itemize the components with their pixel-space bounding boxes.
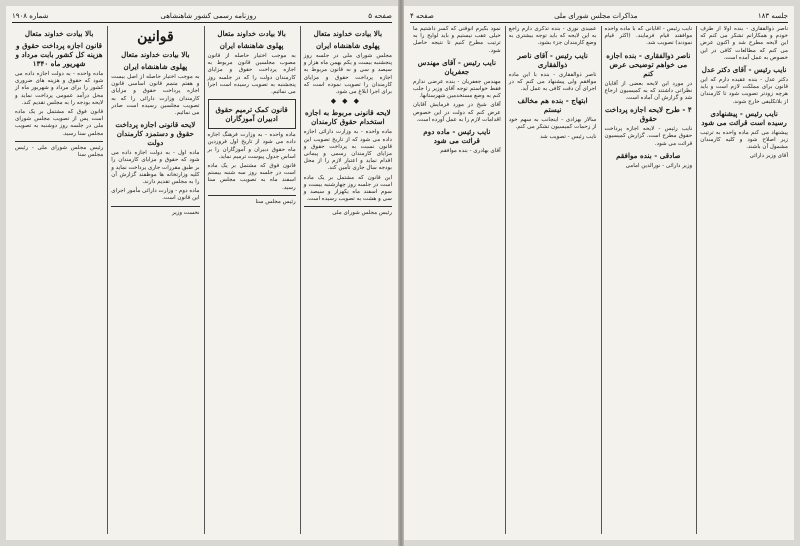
paragraph: به موجب اختیار حاصله از اصل بیست و هفتم متمم قانون اساسی قانون اجازه پرداخت حقوق و مزایای کارمندان وزارت دارائی را که به تصویب مجلسین رسیده است صادر می نمائیم. (111, 74, 200, 117)
signature-line: نایب رئیس - تصویب شد (540, 133, 597, 140)
left-masthead: روزنامه رسمی کشور شاهنشاهی (160, 12, 257, 20)
right-issue-number: جلسه ۱۸۳ (757, 12, 788, 20)
paragraph: نایب رئیس - آقایانی که با ماده واحده موافقند قیام فرمایند. (اکثر قیام نمودند) تصویب شد. (604, 26, 693, 47)
right-masthead: مذاکرات مجلس شورای ملی (554, 12, 638, 20)
paragraph: ماده واحده - به وزارت فرهنگ اجازه داده می شود از تاریخ اول فروردین ماه حقوق دبیران و آموزگاران را بر اساس جدول پیوست ترمیم نماید. (207, 132, 296, 160)
left-page (6, 6, 398, 540)
column-heading: ۴ - طرح لایحه اجازه پرداخت حقوق (604, 105, 692, 124)
left-page-header (12, 10, 392, 23)
boxed-notice (208, 99, 296, 129)
paragraph: ناصر ذوالفقاری - بنده با این ماده موافقم ولی پیشنهاد می کنم که در اجرای آن دقت کافی به عمل آید. (508, 71, 597, 93)
column-heading: بالا بیادت خداوند متعال (24, 29, 94, 38)
signature-line: رئیس مجلس شورای ملی - رئیس مجلس سنا (15, 144, 104, 159)
signature-line: وزیر دارائی - نورالدین امامی (625, 162, 693, 169)
paragraph: ماده اول - به دولت اجازه داده می شود که حقوق و مزایای کارمندان را بر طبق مقررات جاری پرداخت نماید و کلیه وزارتخانه ها موظفند گزارش آن را به مجلس تقدیم دارند. (111, 150, 200, 186)
paragraph: قانون فوق که مشتمل بر یک ماده است در جلسه روز سه شنبه بیستم اسفند ماه به تصویب مجلس سنا رسید. (207, 163, 296, 191)
divider (111, 206, 199, 207)
paragraph: ناصر ذوالفقاری - بنده اولاً از طرف خودم و همکارانم تشکر می کنم که این لایحه مطرح شد و اکنون عرض می کنم که مطالعات کافی در این خصوص به عمل آمده است. (700, 26, 788, 61)
column-heading: پهلوی شاهنشاه ایران (219, 41, 284, 50)
speaker-line: نایب رئیس - پیشنهادی رسیده است قرائت می شود (701, 108, 787, 127)
paragraph: دکتر عدل - بنده عقیده دارم که این قانون برای مملکت لازم است و باید هرچه زودتر تصویب شود تا کارمندان از بلاتکلیفی خارج شوند. (700, 77, 788, 105)
right-page (404, 6, 794, 540)
column-heading: بالا بیادت خداوند متعال (313, 29, 383, 38)
right-page-header (410, 10, 788, 23)
column-heading: قانون کمک ترمیم حقوق ادبیران آموزگاران (215, 105, 288, 124)
ornament-dots: ◆◆◆ (330, 97, 365, 106)
right-column-3 (505, 26, 597, 534)
signature-line: آقای وزیر دارائی (749, 153, 788, 160)
column-heading: بالا بیادت خداوند متعال (217, 29, 286, 38)
left-column-1 (300, 26, 392, 534)
paragraph: ماده واحده - به دولت اجازه داده می شود که حقوق و هزینه های ضروری کشور را برای مرداد و شهریور ماه از محل درآمد عمومی پرداخت نماید و لایحه بودجه را به مجلس تقدیم کند. (15, 71, 104, 106)
right-column-4 (410, 26, 501, 534)
left-page-label: صفحه ۵ (368, 12, 392, 20)
divider (304, 206, 392, 207)
left-column-4 (12, 26, 103, 534)
signature-line: رئیس مجلس سنا (255, 198, 296, 205)
column-heading: لایحه قانونی مربوط به اجازه استخدام حقوق کارمندان (304, 108, 391, 127)
column-heading: پهلوی شاهنشاه ایران (123, 62, 188, 71)
speaker-line: نایب رئیس - آقای دکتر عدل (701, 65, 787, 75)
right-column-2 (601, 26, 693, 534)
column-heading: لایحه قانونی اجازه پرداخت حقوق و دستمزد کارمندان دولت (115, 120, 196, 148)
paragraph: مهندس جعفریان - بنده عرضی ندارم فقط خواستم توجه آقای وزیر را جلب کنم به وضع مستخدمین شهرستانها. (413, 78, 501, 100)
signature-line: نخست وزیر (172, 209, 200, 216)
paragraph: عمیدی نوری - بنده تذکری دارم راجع به این لایحه که باید توجه بیشتری به وضع کارمندان جزء بشود. (508, 26, 597, 47)
paragraph: ماده دوم - وزارت دارائی مأمور اجرای این قانون است. (111, 188, 200, 202)
divider (15, 141, 103, 142)
left-page-columns (12, 26, 392, 534)
signature-line: رئیس مجلس شورای ملی (332, 210, 392, 217)
left-column-2 (204, 26, 296, 534)
paragraph: سالار بهزادی - اینجانب به سهم خود از زحمات کمیسیون تشکر می کنم. (508, 117, 597, 131)
left-column-3 (107, 26, 199, 534)
speaker-line: ابتهاج - بنده هم مخالف نیستم (517, 96, 588, 115)
paragraph: در مورد این لایحه بعضی از آقایان نظراتی داشتند که به کمیسیون ارجاع شد و گزارش آن آماده است. (604, 80, 693, 102)
speaker-line: نایب رئیس - ماده دوم قرائت می شود (423, 127, 491, 146)
paragraph: نایب رئیس - لایحه اجازه پرداخت حقوق مطرح است. گزارش کمیسیون قرائت می شود. (604, 126, 693, 147)
paragraph: ماده واحده - به وزارت دارائی اجازه داده می شود که از تاریخ تصویب این قانون نسبت به پرداخت حقوق و مزایای کارمندان رسمی و پیمانی اقدام نماید و اعتبار لازم را از محل بودجه سال جاری تأمین کند. (303, 129, 392, 172)
paragraph: این قانون که مشتمل بر یک ماده است در جلسه روز چهارشنبه بیست و سوم اسفند ماه یکهزار و سیصد و سی و هشت به تصویب رسیده است. (303, 174, 392, 203)
paragraph: قانون فوق که مشتمل بر یک ماده است پس از تصویب مجلس شورای ملی در جلسه روز دوشنبه به تصویب مجلس سنا رسید. (15, 109, 104, 137)
speaker-line: نایب رئیس - آقای مهندس جعفریان (417, 57, 496, 76)
paragraph: نمود بگیرم آنوقتی که کسر داشتیم ما خیلی عقب نیستیم و باید لوایح را به ترتیب مطرح کنیم تا نتیجه حاصل شود. (413, 26, 501, 54)
paragraph: آقای شیخ در مورد فرمایش آقایان عرض کنم که دولت در این خصوص اقدامات لازم را به عمل آورده است. (413, 102, 501, 123)
right-page-label: صفحه ۴ (410, 12, 434, 20)
section-title: قوانین (137, 29, 174, 45)
paragraph: به موجب اختیار حاصله از قانون مصوب مجلسین قانون مربوط به اجازه پرداخت حقوق و مزایای کارمندان دولت را که در جلسه روز پنجشنبه به تصویب رسیده است اجرا می نمائیم. (207, 53, 296, 96)
right-column-1 (696, 26, 788, 534)
column-heading: قانون اجازه پرداخت حقوق و هزینه کل کشور بابت مرداد و شهریور ماه ۱۳۴۰ (15, 41, 103, 68)
column-heading: پهلوی شاهنشاه ایران (315, 41, 380, 50)
left-issue-number: شماره ۱۹۰۸ (12, 12, 49, 20)
signature-line: آقای بهادری - بنده موافقم (440, 148, 501, 155)
right-page-columns (410, 26, 788, 534)
speaker-line: صادقی - بنده موافقم (616, 150, 681, 160)
speaker-line: نایب رئیس - آقای ناصر ذوالفقاری (517, 50, 588, 69)
paragraph: پیشنهاد می کنم ماده واحده به ترتیب زیر اصلاح شود و کلیه کارمندان مشمول آن باشند. (700, 129, 788, 151)
divider (208, 195, 296, 196)
speaker-line: ناصر ذوالفقاری - بنده اجازه می خواهم توضیحی عرض کنم (606, 50, 691, 78)
column-heading: بالا بیادت خداوند متعال (121, 50, 190, 59)
paragraph: مجلس شورای ملی در جلسه روز پنجشنبه بیست و یکم بهمن ماه هزار و سیصد و سی و نه قانون مربوط به اجازه پرداخت حقوق و مزایای کارمندان را تصویب نموده است که برای اجرا ابلاغ می شود. (303, 53, 392, 96)
